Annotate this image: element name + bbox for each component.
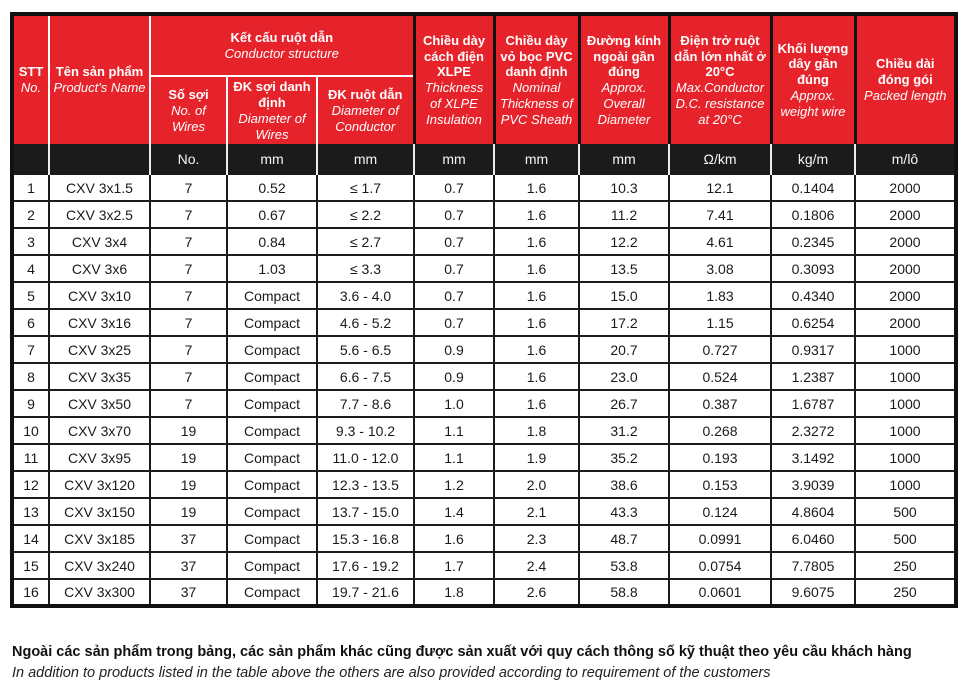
cell: 11.2 xyxy=(579,201,669,228)
cell: CXV 3x10 xyxy=(49,282,150,309)
col-header-pvc-thickness-en: Nominal Thickness of PVC Sheath xyxy=(500,80,573,127)
cell: 1.6 xyxy=(494,336,579,363)
cell: 12 xyxy=(12,471,49,498)
cell: 500 xyxy=(855,525,956,552)
cell: 1.1 xyxy=(414,444,494,471)
cell: 6 xyxy=(12,309,49,336)
cell: 4.61 xyxy=(669,228,771,255)
cell: Compact xyxy=(227,471,317,498)
cell: 3 xyxy=(12,228,49,255)
cell: 0.84 xyxy=(227,228,317,255)
cell: 2000 xyxy=(855,282,956,309)
cell: 19 xyxy=(150,444,227,471)
table-row xyxy=(12,444,956,471)
cell: 0.1806 xyxy=(771,201,855,228)
units-row xyxy=(12,144,956,174)
cell: 0.268 xyxy=(669,417,771,444)
cell: 3.08 xyxy=(669,255,771,282)
cell: Compact xyxy=(227,579,317,606)
cell: 4 xyxy=(12,255,49,282)
cell: 7 xyxy=(150,336,227,363)
cell: 14 xyxy=(12,525,49,552)
cell: 0.9317 xyxy=(771,336,855,363)
table-row xyxy=(12,525,956,552)
cell: 4.8604 xyxy=(771,498,855,525)
cell: 43.3 xyxy=(579,498,669,525)
col-header-dc-resistance xyxy=(669,14,771,144)
cell: 0.2345 xyxy=(771,228,855,255)
table-body xyxy=(12,174,956,606)
cell: 500 xyxy=(855,498,956,525)
cell: 1.15 xyxy=(669,309,771,336)
cell: 7 xyxy=(150,201,227,228)
cell: CXV 3x16 xyxy=(49,309,150,336)
cell: 0.7 xyxy=(414,201,494,228)
col-header-xlpe-thickness xyxy=(414,14,494,144)
cell: 1.6 xyxy=(494,363,579,390)
cell: Compact xyxy=(227,525,317,552)
unit-cell-product xyxy=(49,144,150,174)
cell: 7.7 - 8.6 xyxy=(317,390,414,417)
table-row xyxy=(12,417,956,444)
cell: 7 xyxy=(150,255,227,282)
cell: 1000 xyxy=(855,336,956,363)
cell: 1.8 xyxy=(414,579,494,606)
table-row xyxy=(12,498,956,525)
col-header-dc-resistance-vi: Điện trở ruột dẫn lớn nhất ở 20°C xyxy=(674,32,766,80)
cell: 1.4 xyxy=(414,498,494,525)
cell: Compact xyxy=(227,282,317,309)
cell: 2.4 xyxy=(494,552,579,579)
cell: 15.3 - 16.8 xyxy=(317,525,414,552)
cell: 19 xyxy=(150,498,227,525)
col-header-no-of-wires-en: No. of Wires xyxy=(171,102,206,134)
cell: 3.6 - 4.0 xyxy=(317,282,414,309)
cell: 0.0601 xyxy=(669,579,771,606)
cell: Compact xyxy=(227,363,317,390)
col-header-overall-diameter xyxy=(579,14,669,144)
cell: 7 xyxy=(12,336,49,363)
cell: 7.41 xyxy=(669,201,771,228)
cell: 26.7 xyxy=(579,390,669,417)
cell: 7 xyxy=(150,282,227,309)
unit-cell-stt xyxy=(12,144,49,174)
cable-spec-table xyxy=(10,12,958,608)
cell: 53.8 xyxy=(579,552,669,579)
col-header-conductor-diameter-vi: ĐK ruột dẫn xyxy=(328,86,403,102)
cell: CXV 3x1.5 xyxy=(49,174,150,201)
col-header-stt-en: No. xyxy=(20,80,42,96)
cell: CXV 3x25 xyxy=(49,336,150,363)
table-row xyxy=(12,579,956,606)
table-row xyxy=(12,363,956,390)
cell: 23.0 xyxy=(579,363,669,390)
cell: 0.0991 xyxy=(669,525,771,552)
cell: 2000 xyxy=(855,309,956,336)
col-header-overall-diameter-vi: Đường kính ngoài gần đúng xyxy=(586,32,662,80)
unit-cell-resistance: Ω/km xyxy=(669,144,771,174)
cell: 13.7 - 15.0 xyxy=(317,498,414,525)
cell: 0.9 xyxy=(414,336,494,363)
cell: 1.2387 xyxy=(771,363,855,390)
cell: 0.3093 xyxy=(771,255,855,282)
col-header-wire-diameter-vi: ĐK sợi danh định xyxy=(233,79,311,110)
cell: 3.1492 xyxy=(771,444,855,471)
cell: 0.124 xyxy=(669,498,771,525)
cell: Compact xyxy=(227,309,317,336)
cell: 10 xyxy=(12,417,49,444)
col-header-no-of-wires xyxy=(150,76,227,144)
cell: 7 xyxy=(150,390,227,417)
col-header-weight-en: Approx. weight wire xyxy=(780,88,846,119)
table-row xyxy=(12,336,956,363)
cell: ≤ 1.7 xyxy=(317,174,414,201)
cell: 5.6 - 6.5 xyxy=(317,336,414,363)
cell: 5 xyxy=(12,282,49,309)
cell: 7 xyxy=(150,309,227,336)
cell: 2000 xyxy=(855,255,956,282)
col-header-product-name-en: Product's Name xyxy=(53,80,146,96)
cell: 0.7 xyxy=(414,309,494,336)
cell: 19 xyxy=(150,471,227,498)
cell: 19 xyxy=(150,417,227,444)
cell: 3.9039 xyxy=(771,471,855,498)
cell: 2.3272 xyxy=(771,417,855,444)
cell: CXV 3x4 xyxy=(49,228,150,255)
unit-cell-wire-diameter: mm xyxy=(227,144,317,174)
cell: 0.153 xyxy=(669,471,771,498)
cell: 0.1404 xyxy=(771,174,855,201)
cell: Compact xyxy=(227,498,317,525)
cell: 20.7 xyxy=(579,336,669,363)
cell: 9.3 - 10.2 xyxy=(317,417,414,444)
cell: Compact xyxy=(227,390,317,417)
cell: 1.7 xyxy=(414,552,494,579)
col-header-wire-diameter-en: Diameter of Wires xyxy=(238,110,306,142)
cell: 1.6 xyxy=(494,228,579,255)
cell: 12.3 - 13.5 xyxy=(317,471,414,498)
cell: 13.5 xyxy=(579,255,669,282)
cell: 1000 xyxy=(855,390,956,417)
cell: 8 xyxy=(12,363,49,390)
cell: 12.1 xyxy=(669,174,771,201)
cell: 38.6 xyxy=(579,471,669,498)
cell: 2000 xyxy=(855,228,956,255)
cell: CXV 3x150 xyxy=(49,498,150,525)
cell: 9 xyxy=(12,390,49,417)
col-header-conductor-diameter xyxy=(317,76,414,144)
cell: 0.4340 xyxy=(771,282,855,309)
col-header-pvc-thickness-vi: Chiều dày vỏ bọc PVC danh định xyxy=(500,32,573,80)
cell: 2.1 xyxy=(494,498,579,525)
col-header-conductor-structure-en: Conductor structure xyxy=(224,45,339,61)
col-header-stt-vi: STT xyxy=(18,64,44,80)
cell: 0.524 xyxy=(669,363,771,390)
cell: 17.6 - 19.2 xyxy=(317,552,414,579)
col-header-overall-diameter-en: Approx. Overall Diameter xyxy=(597,80,651,127)
cell: 1.6 xyxy=(494,309,579,336)
cell: 4.6 - 5.2 xyxy=(317,309,414,336)
cell: 250 xyxy=(855,552,956,579)
table-row xyxy=(12,174,956,201)
cell: CXV 3x240 xyxy=(49,552,150,579)
cell: 1.83 xyxy=(669,282,771,309)
col-header-wire-diameter xyxy=(227,76,317,144)
cell: 48.7 xyxy=(579,525,669,552)
cell: 11 xyxy=(12,444,49,471)
cell: 0.7 xyxy=(414,228,494,255)
table-row xyxy=(12,282,956,309)
cell: 0.9 xyxy=(414,363,494,390)
cell: CXV 3x6 xyxy=(49,255,150,282)
cell: 1.6 xyxy=(494,174,579,201)
col-header-packed-length-en: Packed length xyxy=(864,88,947,104)
col-header-packed-length xyxy=(855,14,956,144)
footer-note xyxy=(12,642,954,683)
cell: 58.8 xyxy=(579,579,669,606)
cell: CXV 3x35 xyxy=(49,363,150,390)
cell: 1.8 xyxy=(494,417,579,444)
col-header-weight-vi: Khối lượng dây gần đúng xyxy=(777,40,849,88)
cell: CXV 3x2.5 xyxy=(49,201,150,228)
table-row xyxy=(12,390,956,417)
cell: 1.2 xyxy=(414,471,494,498)
cell: Compact xyxy=(227,336,317,363)
cell: 37 xyxy=(150,525,227,552)
cell: 35.2 xyxy=(579,444,669,471)
cell: 0.52 xyxy=(227,174,317,201)
cell: CXV 3x50 xyxy=(49,390,150,417)
cell: 7 xyxy=(150,363,227,390)
col-header-conductor-structure-vi: Kết cấu ruột dẫn xyxy=(230,29,334,45)
table-row xyxy=(12,201,956,228)
cell: 6.0460 xyxy=(771,525,855,552)
cell: 7 xyxy=(150,174,227,201)
cell: 0.0754 xyxy=(669,552,771,579)
cell: 0.727 xyxy=(669,336,771,363)
cell: 0.6254 xyxy=(771,309,855,336)
col-header-no-of-wires-vi: Số sợi xyxy=(168,86,209,102)
cell: Compact xyxy=(227,552,317,579)
cell: 37 xyxy=(150,552,227,579)
table-row xyxy=(12,552,956,579)
col-header-product-name-vi: Tên sản phẩm xyxy=(55,64,144,80)
col-header-product-name xyxy=(49,14,150,144)
unit-cell-weight: kg/m xyxy=(771,144,855,174)
cell: 250 xyxy=(855,579,956,606)
cell: 13 xyxy=(12,498,49,525)
cell: 0.7 xyxy=(414,255,494,282)
cell: 1.6 xyxy=(494,201,579,228)
cell: ≤ 3.3 xyxy=(317,255,414,282)
cell: 1000 xyxy=(855,417,956,444)
cell: 1000 xyxy=(855,471,956,498)
cell: 11.0 - 12.0 xyxy=(317,444,414,471)
cell: 0.7 xyxy=(414,282,494,309)
cell: 0.67 xyxy=(227,201,317,228)
unit-cell-overall-diameter: mm xyxy=(579,144,669,174)
cell: Compact xyxy=(227,417,317,444)
cell: 1000 xyxy=(855,363,956,390)
cell: CXV 3x185 xyxy=(49,525,150,552)
col-header-packed-length-vi: Chiều dài đóng gói xyxy=(875,56,935,88)
cell: Compact xyxy=(227,444,317,471)
col-header-stt xyxy=(12,14,49,144)
cell: 17.2 xyxy=(579,309,669,336)
col-header-pvc-thickness xyxy=(494,14,579,144)
table-row xyxy=(12,255,956,282)
cell: CXV 3x70 xyxy=(49,417,150,444)
cell: 2000 xyxy=(855,174,956,201)
cell: 2.6 xyxy=(494,579,579,606)
cell: 15 xyxy=(12,552,49,579)
cell: 37 xyxy=(150,579,227,606)
cell: 19.7 - 21.6 xyxy=(317,579,414,606)
cell: 1.6 xyxy=(414,525,494,552)
cell: 1000 xyxy=(855,444,956,471)
cell: 1.6 xyxy=(494,282,579,309)
cell: 9.6075 xyxy=(771,579,855,606)
footer-note-en: In addition to products listed in the table above the others are also provided according to requirement of the customers xyxy=(12,664,771,681)
unit-cell-wires: No. xyxy=(150,144,227,174)
cell: 1.1 xyxy=(414,417,494,444)
cell: 1.0 xyxy=(414,390,494,417)
col-header-xlpe-thickness-vi: Chiều dày cách điện XLPE xyxy=(422,32,486,80)
cell: 1.03 xyxy=(227,255,317,282)
unit-cell-pvc: mm xyxy=(494,144,579,174)
cell: 1 xyxy=(12,174,49,201)
cell: 1.6 xyxy=(494,255,579,282)
cell: 1.9 xyxy=(494,444,579,471)
cell: 2 xyxy=(12,201,49,228)
col-header-weight xyxy=(771,14,855,144)
cell: 1.6 xyxy=(494,390,579,417)
col-header-xlpe-thickness-en: Thickness of XLPE Insulation xyxy=(424,80,484,127)
cell: 7 xyxy=(150,228,227,255)
cell: 31.2 xyxy=(579,417,669,444)
unit-cell-xlpe: mm xyxy=(414,144,494,174)
cell: ≤ 2.2 xyxy=(317,201,414,228)
cell: ≤ 2.7 xyxy=(317,228,414,255)
cell: 6.6 - 7.5 xyxy=(317,363,414,390)
table-row xyxy=(12,471,956,498)
cell: 15.0 xyxy=(579,282,669,309)
cell: CXV 3x120 xyxy=(49,471,150,498)
header-row-1 xyxy=(12,14,956,76)
table-row xyxy=(12,309,956,336)
cell: 0.193 xyxy=(669,444,771,471)
unit-cell-conductor-diameter: mm xyxy=(317,144,414,174)
cell: CXV 3x95 xyxy=(49,444,150,471)
cell: 10.3 xyxy=(579,174,669,201)
cell: 0.387 xyxy=(669,390,771,417)
cell: 2.3 xyxy=(494,525,579,552)
cell: 0.7 xyxy=(414,174,494,201)
footer-note-vi: Ngoài các sản phẩm trong bảng, các sản phẩm khác cũng được sản xuất với quy cách thông số kỹ thuật theo yêu cầu khách hàng xyxy=(12,644,912,661)
table-row xyxy=(12,228,956,255)
cell: 2.0 xyxy=(494,471,579,498)
cell: CXV 3x300 xyxy=(49,579,150,606)
cell: 12.2 xyxy=(579,228,669,255)
cell: 1.6787 xyxy=(771,390,855,417)
col-header-dc-resistance-en: Max.Conductor D.C. resistance at 20°C xyxy=(675,80,765,127)
col-header-conductor-structure xyxy=(150,14,414,76)
unit-cell-packed-length: m/lô xyxy=(855,144,956,174)
cell: 2000 xyxy=(855,201,956,228)
cell: 7.7805 xyxy=(771,552,855,579)
cell: 16 xyxy=(12,579,49,606)
col-header-conductor-diameter-en: Diameter of Conductor xyxy=(331,102,399,134)
